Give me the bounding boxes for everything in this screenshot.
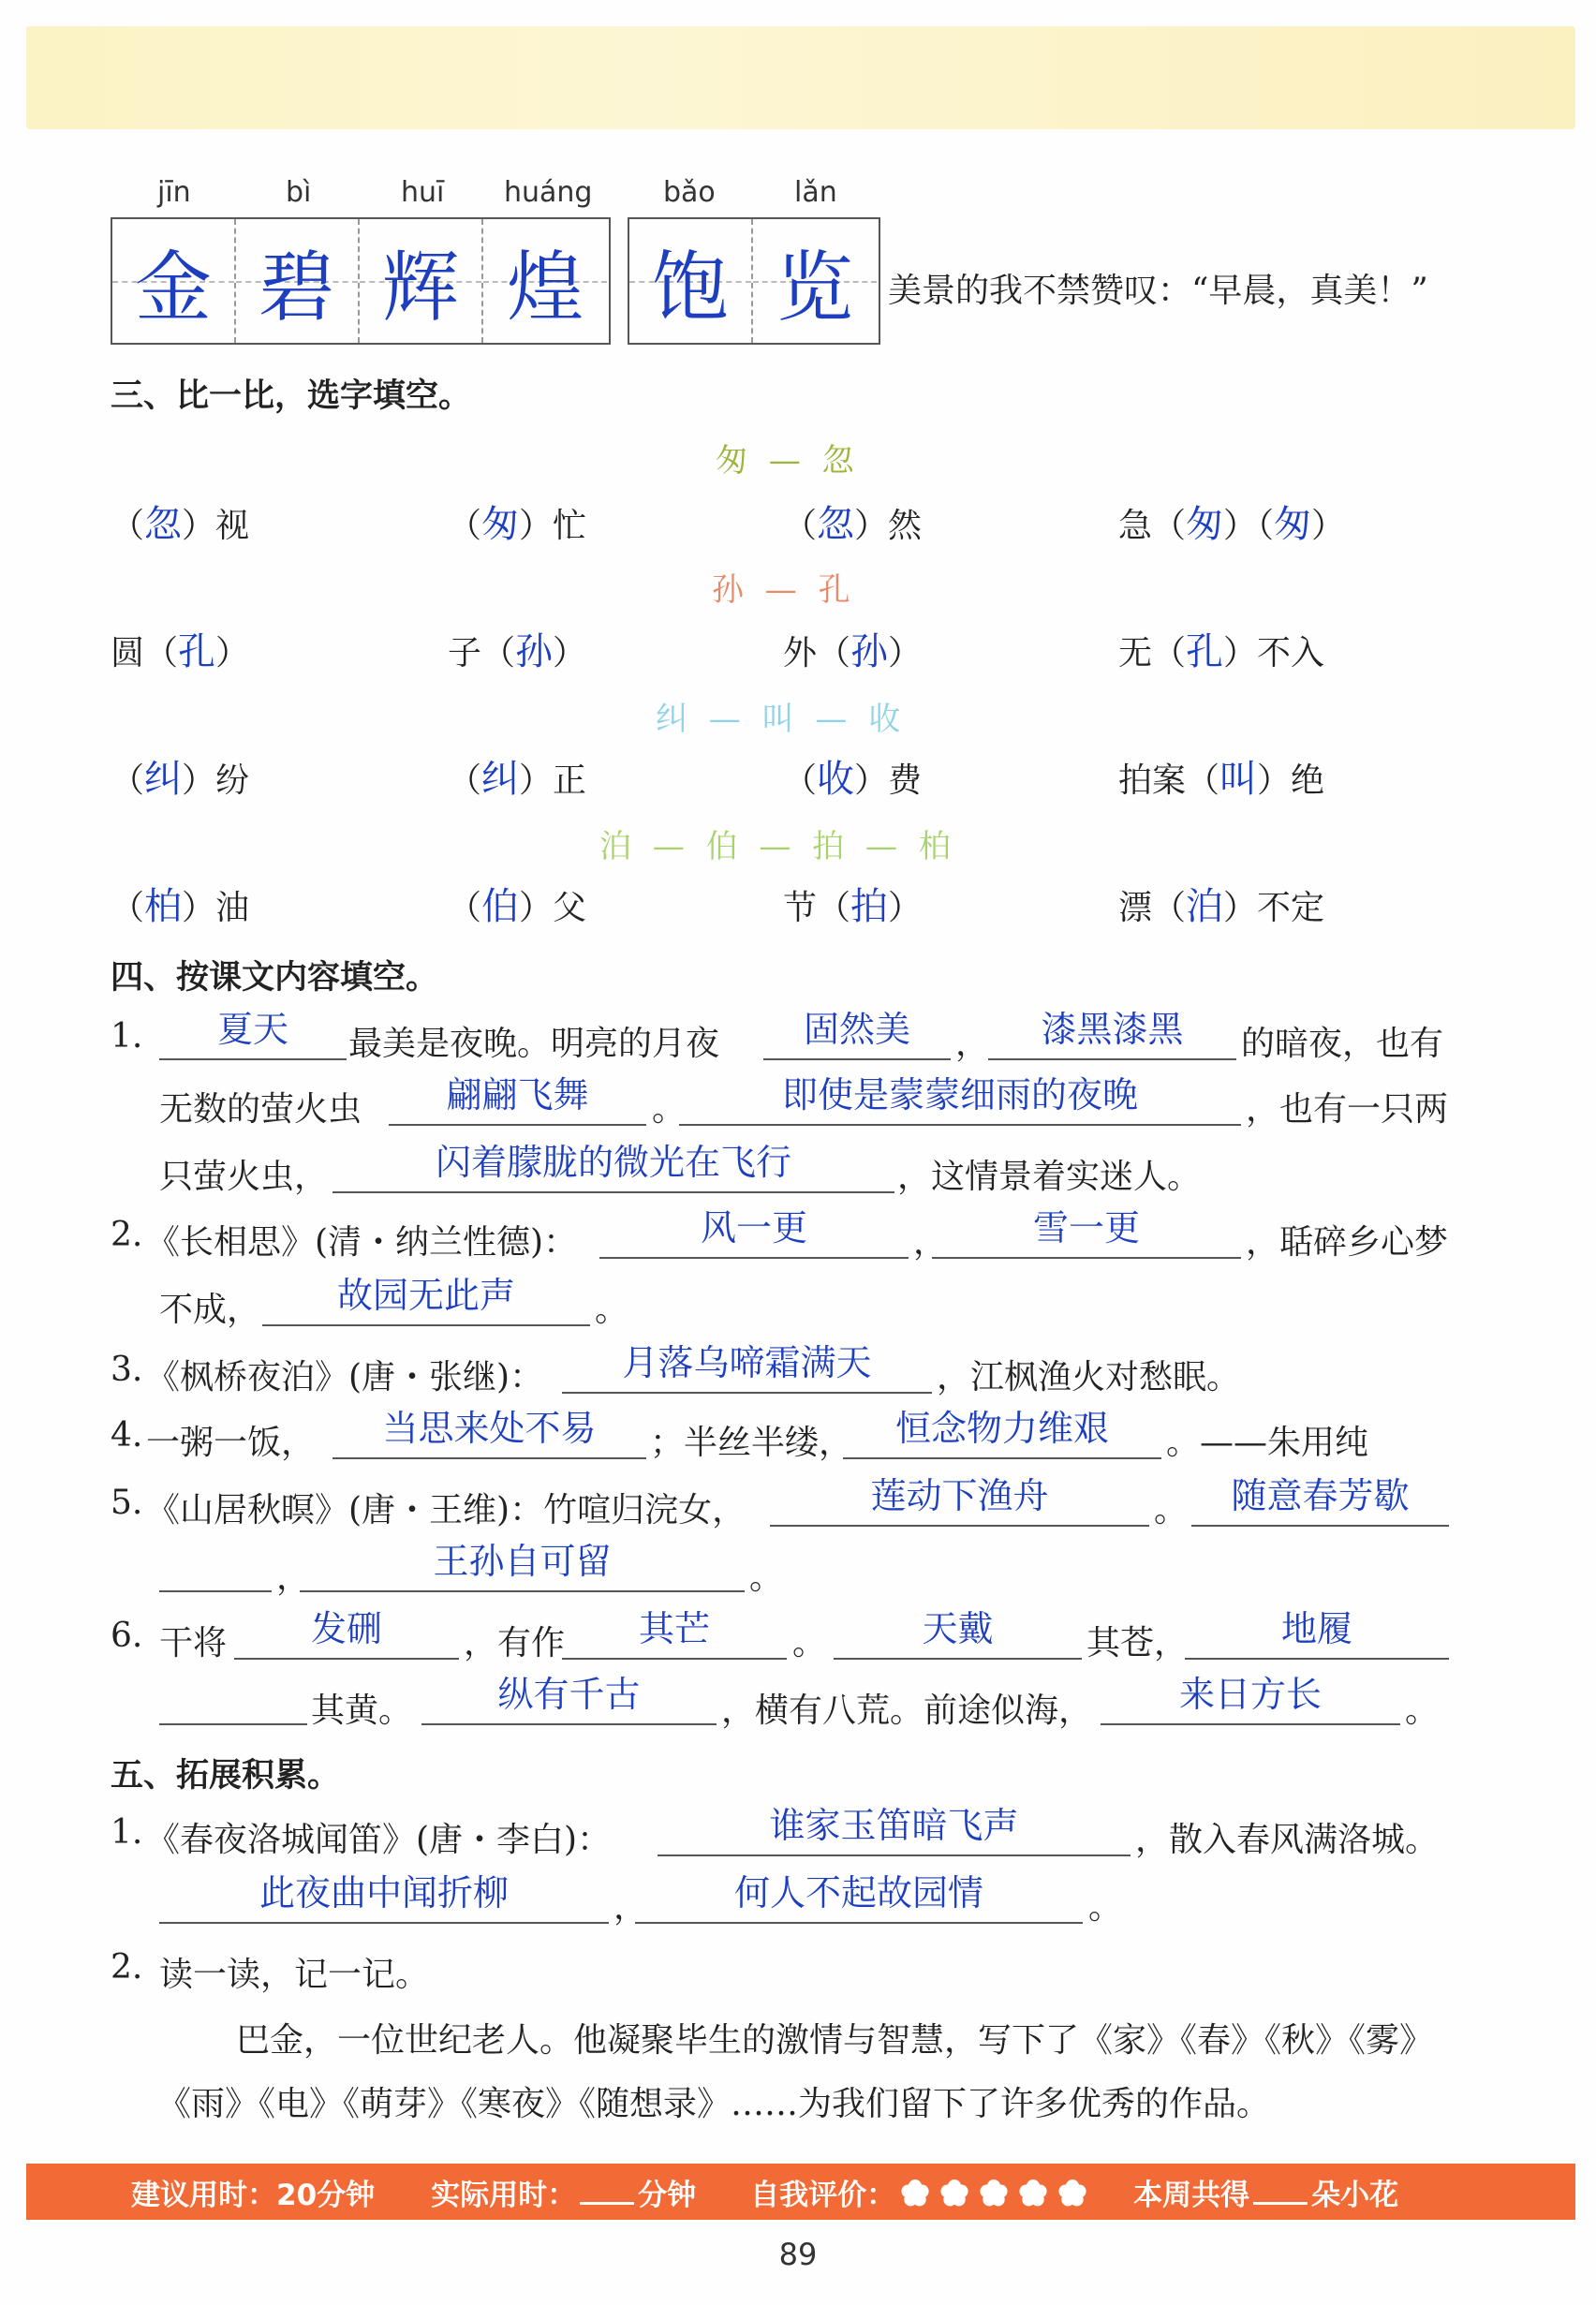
grid-cell: 辉 [360, 219, 483, 343]
text: ；半丝半缕， [650, 1424, 853, 1462]
fill-item: 无（孔）不入 [1118, 630, 1325, 673]
section-4-title: 四、按课文内容填空。 [111, 959, 439, 997]
answer-blank: 此夜曲中闻折柳 [259, 1872, 509, 1913]
fill-item: （忽）视 [111, 503, 250, 546]
question-number: 2. [111, 1948, 143, 1987]
suggested-time: 建议用时：20分钟 [131, 2178, 376, 2212]
text: 的暗夜，也有 [1241, 1025, 1444, 1063]
actual-time-label: 实际用时： [431, 2178, 577, 2212]
answer-blank: 闪着朦胧的微光在飞行 [435, 1142, 791, 1183]
answer-blank: 恒念物力维艰 [894, 1408, 1109, 1449]
character-grid-2 [628, 217, 880, 345]
answer-blank: 故园无此声 [336, 1275, 515, 1316]
section-5-title: 五、拓展积累。 [111, 1757, 341, 1795]
fill-item: （忽）然 [783, 503, 923, 546]
question-number: 1. [111, 1813, 143, 1852]
fill-item: （纠）正 [448, 758, 587, 801]
fill-item: 外（孙） [783, 630, 923, 673]
grid-cell: 览 [753, 219, 877, 343]
text: 。 [1405, 1692, 1440, 1730]
fill-item: 急（匆）（匆） [1118, 503, 1346, 546]
fill-item: 漂（泊）不定 [1118, 885, 1325, 928]
fill-item: 节（拍） [783, 885, 923, 928]
answer-blank: 来日方长 [1178, 1674, 1322, 1715]
answer-blank: 雪一更 [1032, 1207, 1140, 1249]
text: 《长相思》(清・纳兰性德)： [146, 1223, 578, 1262]
actual-time-blank[interactable] [580, 2179, 634, 2205]
text: ， [913, 1223, 948, 1262]
paragraph-line: 《雨》《电》《萌芽》《寒夜》《随想录》……为我们留下了许多优秀的作品。 [157, 2085, 1271, 2123]
answer-blank: 天戴 [922, 1608, 994, 1649]
character-grid-1 [111, 217, 611, 345]
week-label: 本周共得 [1133, 2178, 1250, 2212]
text: 。 [652, 1090, 687, 1129]
actual-time-unit: 分钟 [638, 2178, 697, 2212]
week-blank[interactable] [1253, 2179, 1308, 2205]
answer-blank: 其芒 [638, 1608, 710, 1649]
answer-blank: 纵有千古 [497, 1674, 641, 1715]
answer-blank: 固然美 [803, 1009, 910, 1050]
fill-item: 圆（孔） [111, 630, 250, 673]
question-number: 2. [111, 1216, 143, 1254]
fill-item: （匆）忙 [448, 503, 587, 546]
rating-flowers[interactable] [895, 2175, 1092, 2209]
text: ， [955, 1025, 990, 1063]
paragraph-line: 巴金，一位世纪老人。他凝聚毕生的激情与智慧，写下了《家》《春》《秋》《雾》 [236, 2021, 1434, 2060]
text: 《春夜洛城闻笛》(唐・李白)： [146, 1821, 612, 1859]
answer-blank: 随意春芳歇 [1231, 1475, 1410, 1516]
fill-item: 子（孙） [448, 630, 587, 673]
text: 《枫桥夜泊》(唐・张继)： [146, 1358, 544, 1396]
pinyin: jīn [157, 176, 191, 209]
pinyin: bǎo [663, 176, 716, 209]
flower-icon[interactable] [939, 2179, 969, 2209]
char-pair: 孙 — 孔 [712, 571, 856, 609]
pinyin: huī [401, 176, 445, 209]
answer-blank: 夏天 [216, 1009, 288, 1050]
page-number: 89 [778, 2237, 818, 2272]
question-number: 5. [111, 1484, 143, 1522]
fill-item: （柏）油 [111, 885, 250, 928]
self-eval-label: 自我评价： [750, 2178, 896, 2212]
text: 《山居秋暝》(唐・王维)：竹喧归浣女， [146, 1491, 746, 1529]
fill-item: （伯）父 [448, 885, 587, 928]
pinyin: bì [286, 176, 312, 209]
text: 。 [792, 1624, 827, 1662]
flower-icon[interactable] [979, 2179, 1009, 2209]
text: 不成， [159, 1291, 261, 1329]
text: ， [613, 1888, 648, 1927]
question-number: 4. [111, 1416, 143, 1455]
week-unit: 朵小花 [1311, 2178, 1399, 2212]
text: ，也有一只两 [1246, 1090, 1449, 1129]
answer-blank: 发硎 [310, 1608, 382, 1649]
pinyin: huáng [504, 176, 593, 209]
answer-blank: 当思来处不易 [382, 1408, 597, 1449]
text: 一粥一饭， [146, 1424, 316, 1462]
text: ，横有八荒。前途似海， [721, 1692, 1093, 1730]
text: 只萤火虫， [159, 1158, 329, 1196]
section-3-title: 三、比一比，选字填空。 [111, 377, 472, 415]
after-grid-text: 美景的我不禁赞叹：“早晨，真美！” [888, 272, 1428, 310]
question-number: 6. [111, 1617, 143, 1655]
char-pair: 匆 — 忽 [716, 442, 860, 480]
text: 最美是夜晚。明亮的月夜 [348, 1025, 720, 1063]
fill-item: 拍案（叫）绝 [1118, 758, 1325, 801]
answer-blank: 王孙自可留 [433, 1541, 612, 1582]
flower-icon[interactable] [900, 2179, 930, 2209]
answer-blank: 何人不起故园情 [733, 1872, 983, 1913]
answer-blank: 地履 [1280, 1608, 1352, 1649]
text: 。 [1154, 1491, 1189, 1529]
text: ，散入春风满洛城。 [1135, 1821, 1440, 1859]
fill-item: （纠）纷 [111, 758, 250, 801]
text: 。——朱用纯 [1166, 1424, 1369, 1462]
text: 。 [595, 1291, 629, 1329]
grid-cell: 碧 [236, 219, 360, 343]
top-decorative-band [26, 26, 1575, 129]
answer-blank: 即使是蒙蒙细雨的夜晚 [781, 1074, 1138, 1116]
question-number: 1. [111, 1017, 143, 1056]
text: ，江枫渔火对愁眠。 [937, 1358, 1241, 1396]
grid-cell: 煌 [483, 219, 607, 343]
flower-icon[interactable] [1057, 2179, 1087, 2209]
text: 其苍， [1086, 1624, 1189, 1662]
answer-blank: 翩翩飞舞 [446, 1074, 589, 1116]
question-number: 3. [111, 1351, 143, 1389]
answer-blank: 莲动下渔舟 [870, 1475, 1049, 1516]
grid-cell: 饱 [629, 219, 753, 343]
char-pair: 纠 — 叫 — 收 [656, 701, 907, 738]
answer-blank: 谁家玉笛暗飞声 [769, 1805, 1019, 1846]
text: 无数的萤火虫 [159, 1090, 362, 1129]
text: ，有作 [464, 1624, 566, 1662]
text: 读一读，记一记。 [159, 1956, 430, 1994]
text: 其黄。 [311, 1692, 413, 1730]
text: 。 [749, 1559, 784, 1597]
footer-bar [26, 2164, 1575, 2220]
text: ， [276, 1559, 311, 1597]
flower-icon[interactable] [1018, 2179, 1048, 2209]
grid-cell: 金 [112, 219, 236, 343]
answer-blank: 漆黑漆黑 [1041, 1009, 1184, 1050]
char-pair: 泊 — 伯 — 拍 — 柏 [599, 828, 956, 865]
text: 干将 [159, 1624, 228, 1662]
fill-item: （收）费 [783, 758, 923, 801]
text: ，聒碎乡心梦 [1246, 1223, 1449, 1262]
text: 。 [1088, 1888, 1123, 1927]
text: ，这情景着实迷人。 [897, 1158, 1202, 1196]
answer-blank: 月落乌啼霜满天 [622, 1342, 872, 1383]
pinyin: lǎn [794, 176, 837, 209]
answer-blank: 风一更 [700, 1207, 807, 1249]
